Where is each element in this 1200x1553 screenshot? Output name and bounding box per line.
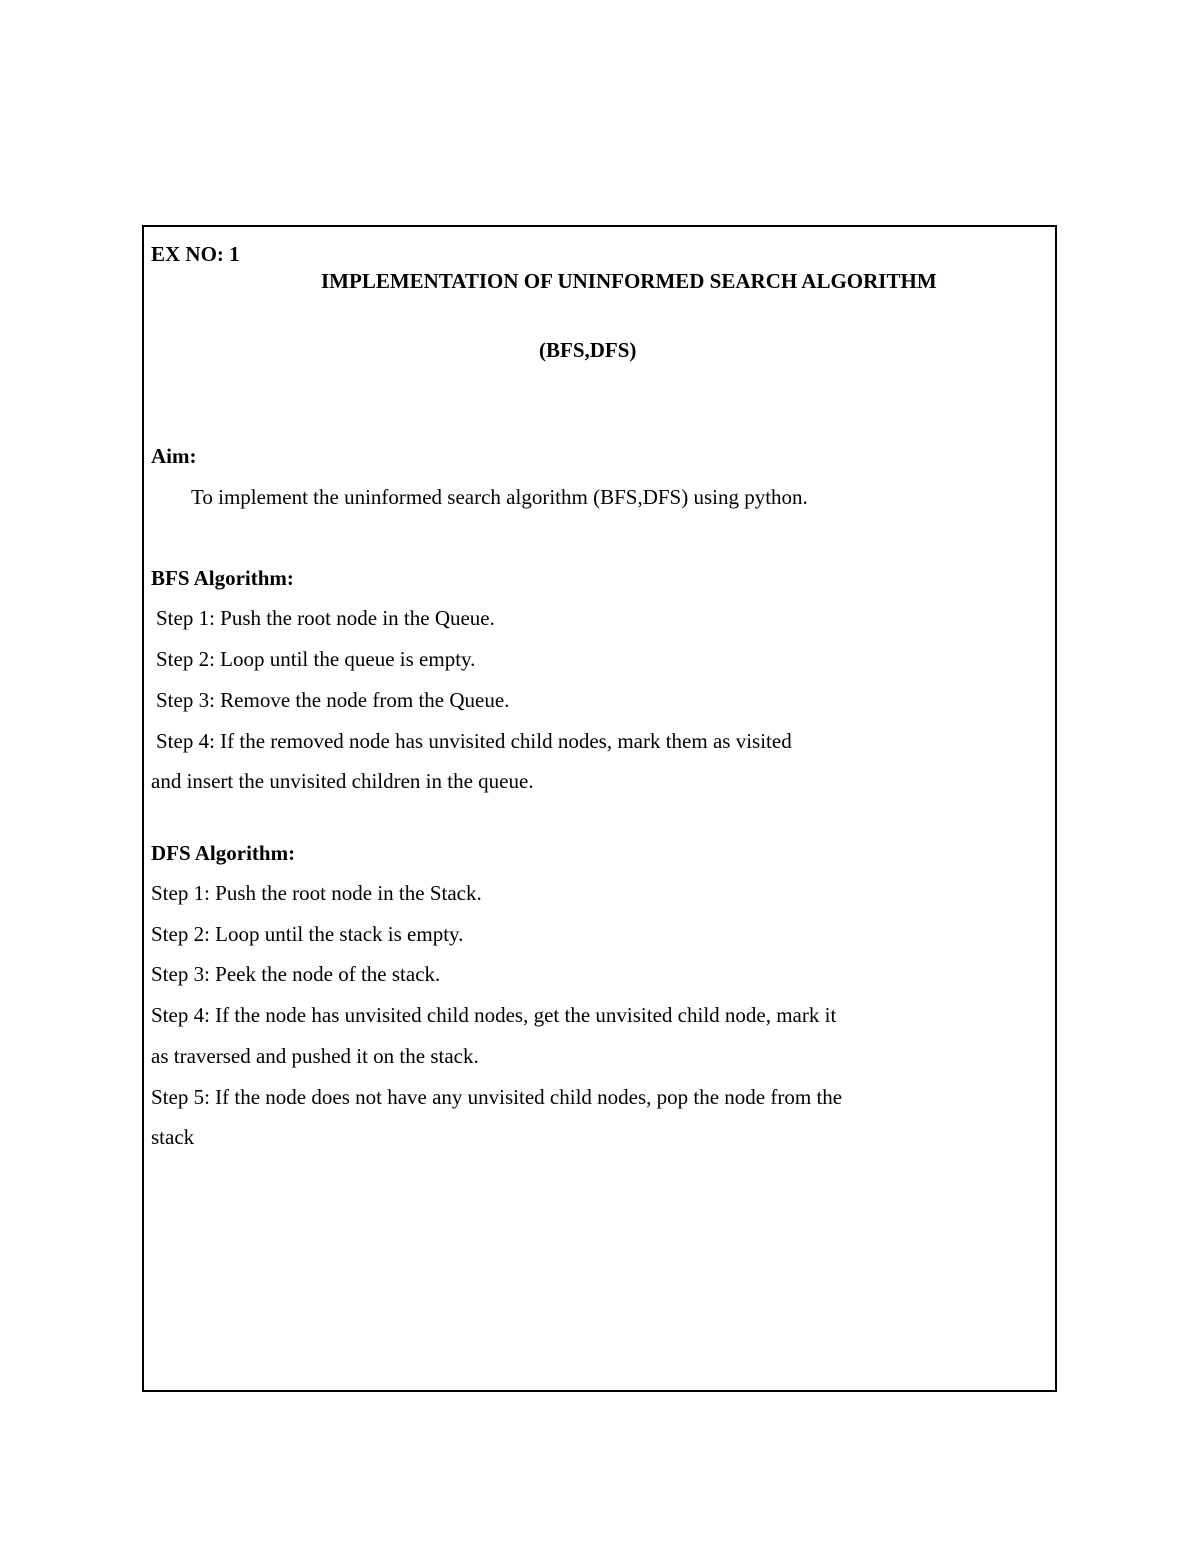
document-subtitle: (BFS,DFS) — [539, 338, 637, 362]
document-title: IMPLEMENTATION OF UNINFORMED SEARCH ALGORITHM — [321, 269, 937, 293]
bfs-step: Step 1: Push the root node in the Queue. — [156, 606, 495, 630]
aim-heading: Aim: — [151, 444, 197, 468]
dfs-step: Step 2: Loop until the stack is empty. — [151, 922, 464, 946]
page-frame — [142, 225, 1057, 1392]
ex-no: EX NO: 1 — [151, 242, 240, 266]
bfs-step-continuation: and insert the unvisited children in the queue. — [151, 769, 534, 793]
bfs-step: Step 2: Loop until the queue is empty. — [156, 647, 476, 671]
dfs-heading: DFS Algorithm: — [151, 841, 296, 865]
dfs-step-continuation: stack — [151, 1125, 195, 1149]
dfs-step: Step 4: If the node has unvisited child nodes, get the unvisited child node, mark it — [151, 1003, 837, 1027]
aim-text: To implement the uninformed search algorithm (BFS,DFS) using python. — [191, 485, 808, 509]
bfs-step: Step 4: If the removed node has unvisited child nodes, mark them as visited — [156, 729, 792, 753]
dfs-step: Step 3: Peek the node of the stack. — [151, 962, 441, 986]
bfs-heading: BFS Algorithm: — [151, 566, 294, 590]
dfs-step: Step 5: If the node does not have any unvisited child nodes, pop the node from the — [151, 1085, 843, 1109]
dfs-step-continuation: as traversed and pushed it on the stack. — [151, 1044, 479, 1068]
dfs-step: Step 1: Push the root node in the Stack. — [151, 881, 482, 905]
bfs-step: Step 3: Remove the node from the Queue. — [156, 688, 510, 712]
